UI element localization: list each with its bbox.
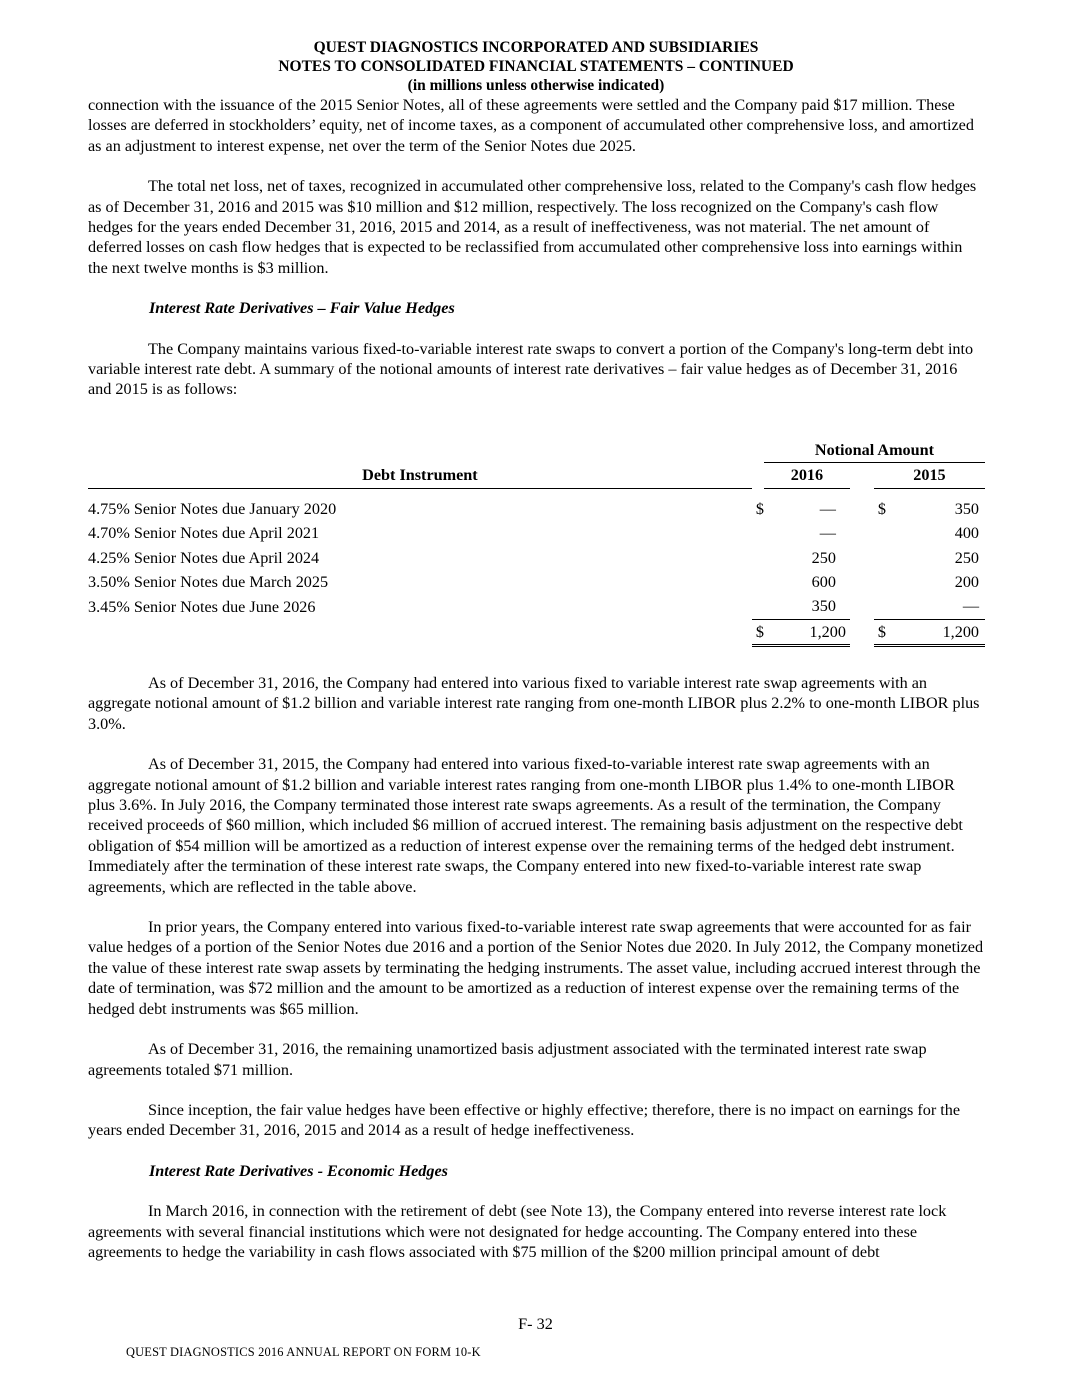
currency-symbol: $: [874, 619, 886, 645]
value-2015: 250: [954, 548, 979, 567]
report-footer: QUEST DIAGNOSTICS 2016 ANNUAL REPORT ON FORM 10-K: [126, 1345, 481, 1359]
value-2016: —: [819, 524, 836, 543]
paragraph: connection with the issuance of the 2015 Senior Notes, all of these agreements were settled and the Company paid $17 million. These losses are deferred in stockholders’ equity, net of income taxes, as a component of accumulated other comprehensive loss, and amortized as an adjustment to interest expense, net over the term of the Senior Notes due 2025.: [88, 96, 974, 155]
total-2016: 1,200: [764, 619, 850, 645]
paragraph: In prior years, the Company entered into various fixed-to-variable interest rate swap agreements that were accounted for as fair value hedges of a portion of the Senior Notes due 2016 and a portion of the Senior Notes due 2020. In July 2012, the Company monetized the value of these interest rate swap assets by terminating the hedging instruments. The asset value, including accrued interest through the date of termination, was $72 million and the amount to be amortized as a reduction of interest expense over the remaining terms of the hedged debt instruments was $65 million.: [88, 918, 984, 1018]
total-2015: 1,200: [886, 619, 985, 645]
row-label: 3.45% Senior Notes due June 2026: [88, 597, 316, 616]
table-row: [88, 594, 985, 619]
table-row: [88, 497, 985, 521]
row-label: 4.25% Senior Notes due April 2024: [88, 548, 320, 567]
table-row: [88, 545, 985, 569]
paragraph: As of December 31, 2015, the Company had entered into various fixed-to-variable interest rate swap agreements with an aggregate notional amount of $1.2 billion and variable interest rates ranging from one-month LIBOR plus 1.4% to one-month LIBOR plus 3.6%. In July 2016, the Company terminated those interest rate swaps agreements. As a result of the termination, the Company received proceeds of $60 million, which included $6 million of accrued interest. The remaining basis adjustment on the respective debt obligation of $54 million will be amortized as a reduction of interest expense over the remaining terms of the hedged debt instrument. Immediately after the termination of these interest rate swaps, the Company entered into new fixed-to-variable interest rate swap agreements, which are reflected in the table above.: [88, 755, 963, 896]
row-label: 3.50% Senior Notes due March 2025: [88, 573, 329, 592]
paragraph: In March 2016, in connection with the retirement of debt (see Note 13), the Company entered into reverse interest rate lock agreements with several financial institutions which were not designated for hedge accounting. The Company entered into these agreements to hedge the variability in cash flows associated with $75 million of the $200 million principal amount of debt: [88, 1202, 947, 1261]
table-row: [88, 570, 985, 594]
units-note: (in millions unless otherwise indicated): [407, 77, 665, 94]
value-2016: 250: [811, 548, 836, 567]
subheading-economic-hedges: Interest Rate Derivatives - Economic Hedges: [149, 1161, 448, 1180]
row-label: 4.75% Senior Notes due January 2020: [88, 499, 337, 518]
notional-amount-header: Notional Amount: [764, 438, 985, 463]
year-2016-header: 2016: [764, 463, 850, 488]
value-2015: 200: [954, 573, 979, 592]
value-2016: 600: [811, 573, 836, 592]
paragraph: As of December 31, 2016, the Company had entered into various fixed to variable interest rate swap agreements with an aggregate notional amount of $1.2 billion and variable interest rate ranging from one-month LIBOR plus 2.2% to one-month LIBOR plus 3.0%.: [88, 674, 980, 733]
row-label: 4.70% Senior Notes due April 2021: [88, 524, 320, 543]
currency-symbol: $: [877, 499, 886, 518]
notional-amount-table: [88, 438, 985, 647]
debt-instrument-header: Debt Instrument: [88, 463, 752, 488]
section-title: NOTES TO CONSOLIDATED FINANCIAL STATEMENTS – CONTINUED: [278, 58, 794, 75]
paragraph: As of December 31, 2016, the remaining unamortized basis adjustment associated with the terminated interest rate swap agreements totaled $71 million.: [88, 1040, 927, 1079]
paragraph: The total net loss, net of taxes, recognized in accumulated other comprehensive loss, related to the Company's cash flow hedges as of December 31, 2016 and 2015 was $10 million and $12 million, respectively. The loss recognized on the Company's cash flow hedges for the years ended December 31, 2016, 2015 and 2014, as a result of ineffectiveness, was not material. The net amount of deferred losses on cash flow hedges that is expected to be reclassified from accumulated other comprehensive loss into earnings within the next twelve months is $3 million.: [88, 177, 977, 277]
value-2016: 350: [811, 597, 836, 616]
table-row: [88, 521, 985, 545]
page-number: F- 32: [518, 1315, 553, 1333]
document-page: [88, 38, 984, 1262]
value-2016: —: [819, 499, 836, 518]
paragraph: The Company maintains various fixed-to-variable interest rate swaps to convert a portion of the Company's long-term debt into variable interest rate debt. A summary of the notional amounts of interest rate derivatives – fair value hedges as of December 31, 2016 and 2015 is as follows:: [88, 339, 974, 399]
value-2015: 350: [954, 499, 979, 518]
currency-symbol: $: [755, 499, 764, 518]
currency-symbol: $: [752, 619, 764, 645]
total-row: [88, 619, 985, 645]
value-2015: 400: [954, 524, 979, 543]
company-title: QUEST DIAGNOSTICS INCORPORATED AND SUBSIDIARIES: [313, 39, 759, 56]
paragraph: Since inception, the fair value hedges have been effective or highly effective; therefore, there is no impact on earnings for the years ended December 31, 2016, 2015 and 2014 as a result of hedge ineffectiveness.: [88, 1100, 961, 1140]
subheading-fair-value-hedges: Interest Rate Derivatives – Fair Value Hedges: [149, 299, 455, 318]
value-2015: —: [962, 597, 979, 616]
year-2015-header: 2015: [874, 463, 985, 488]
